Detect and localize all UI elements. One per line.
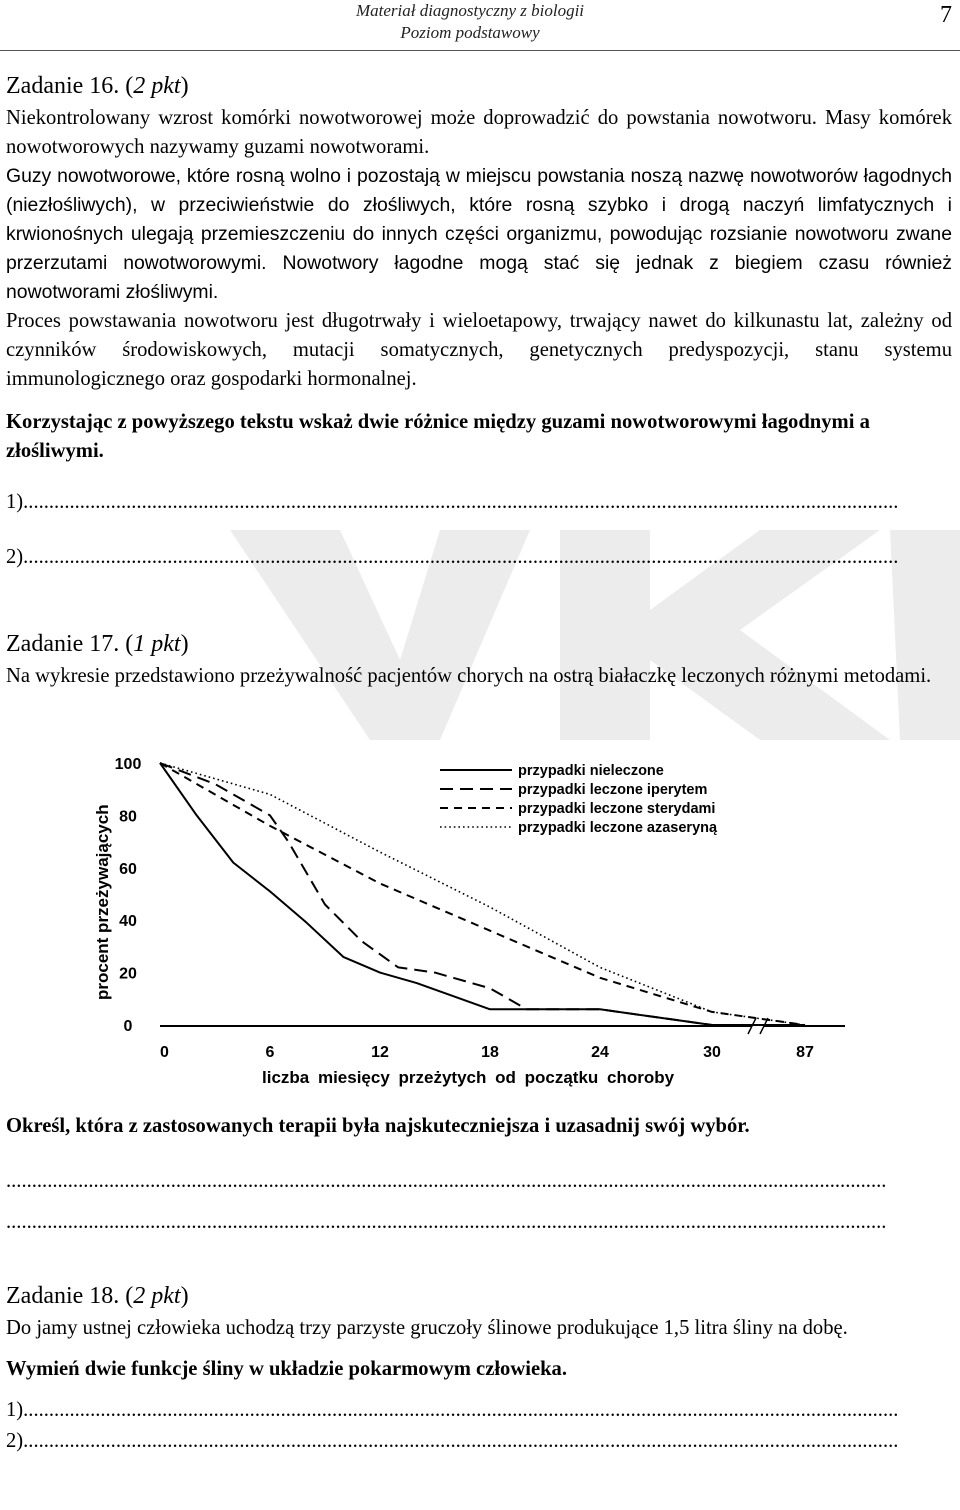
y-tick-label: 80 bbox=[119, 808, 137, 826]
task-points: 2 pkt bbox=[133, 1283, 181, 1309]
task-18 bbox=[6, 1280, 952, 1456]
task-paren: ) bbox=[180, 631, 189, 657]
answer-line-2[interactable]: ........................................................................................................................................................................... bbox=[6, 1211, 887, 1233]
task-18-title bbox=[6, 1280, 952, 1312]
task-18-instruction: Wymień dwie funkcje śliny w układzie pokarmowym człowieka. bbox=[6, 1358, 567, 1380]
answer-line-1[interactable]: 1).......................................................................................................................................................................... bbox=[6, 1399, 899, 1421]
x-tick-label: 18 bbox=[481, 1044, 499, 1061]
page-header bbox=[250, 0, 690, 44]
task-17-answer bbox=[6, 1112, 952, 1237]
task-16-intro: Niekontrolowany wzrost komórki nowotworowej może doprowadzić do powstania nowotworu. Masy komórek nowotworowych nazywamy guzami nowotworami. bbox=[6, 107, 952, 158]
page-number: 7 bbox=[940, 2, 952, 28]
legend-label: przypadki leczone sterydami bbox=[518, 801, 716, 817]
header-level: Poziom podstawowy bbox=[400, 23, 540, 42]
answer-line-2[interactable]: 2).......................................................................................................................................................................... bbox=[6, 1430, 899, 1452]
task-18-intro: Do jamy ustnej człowieka uchodzą trzy parzyste gruczoły ślinowe produkujące 1,5 litra śliny na dobę. bbox=[6, 1317, 848, 1339]
y-tick-label: 0 bbox=[123, 1018, 133, 1035]
task-16-instruction: Korzystając z powyższego tekstu wskaż dwie różnice między guzami nowotworowymi łagodnymi a złośliwymi. bbox=[6, 411, 870, 462]
legend-label: przypadki nieleczone bbox=[518, 763, 664, 779]
task-points: 1 pkt bbox=[133, 631, 181, 657]
y-tick-label: 20 bbox=[119, 965, 137, 983]
task-17 bbox=[6, 628, 952, 691]
x-tick-label: 30 bbox=[703, 1044, 721, 1061]
x-tick-label: 24 bbox=[591, 1044, 609, 1061]
task-16-body-1: Guzy nowotworowe, które rosną wolno i pozostają w miejscu powstania noszą nazwę nowotworów łagodnych (niezłośliwych), w przeciwieństwie do złośliwych, które rosną szybko i drogą naczyń limfatycznych i krwionośnych ulegają przemieszczeniu do innych części organizmu, powodując rozsianie nowotworu zwane przerzutami nowotworowymi. Nowotwory łagodne mogą stać się jednak z biegiem czasu również nowotworami złośliwymi. bbox=[6, 165, 952, 303]
task-16-body-2: Proces powstawania nowotworu jest długotrwały i wieloetapowy, trwający nawet do kilkunastu lat, zależny od czynników środowiskowych, mutacji somatycznych, genetycznych predyspozycji, stanu systemu immunologicznego oraz gospodarki hormonalnej. bbox=[6, 310, 952, 390]
x-tick-label: 0 bbox=[160, 1044, 169, 1061]
task-16 bbox=[6, 70, 952, 572]
answer-line-2[interactable]: 2).......................................................................................................................................................................... bbox=[6, 546, 899, 568]
task-17-intro: Na wykresie przedstawiono przeżywalność pacjentów chorych na ostrą białaczkę leczonych różnymi metodami. bbox=[6, 665, 932, 687]
x-tick-label: 6 bbox=[265, 1044, 275, 1061]
task-16-title bbox=[6, 70, 952, 102]
task-paren: ) bbox=[180, 1283, 189, 1309]
x-axis-label: liczba miesięcy przeżytych od początku choroby bbox=[262, 1068, 675, 1087]
y-tick-label: 60 bbox=[119, 860, 137, 878]
task-number: Zadanie 18. ( bbox=[6, 1283, 134, 1309]
x-tick-label: 87 bbox=[796, 1044, 814, 1061]
answer-line-1[interactable]: 1).......................................................................................................................................................................... bbox=[6, 491, 899, 513]
task-paren: ) bbox=[180, 73, 189, 99]
task-number: Zadanie 16. ( bbox=[6, 73, 134, 99]
header-divider bbox=[0, 50, 960, 51]
answer-line-1[interactable]: ........................................................................................................................................................................... bbox=[6, 1170, 887, 1192]
task-number: Zadanie 17. ( bbox=[6, 631, 134, 657]
task-17-instruction: Określ, która z zastosowanych terapii była najskuteczniejsza i uzasadnij swój wybór. bbox=[6, 1115, 750, 1137]
y-axis-label: procent przeżywających bbox=[93, 804, 112, 1000]
y-tick-label: 100 bbox=[114, 756, 142, 773]
y-tick-label: 40 bbox=[119, 913, 137, 931]
survival-chart bbox=[0, 715, 960, 1105]
legend-label: przypadki leczone iperytem bbox=[518, 782, 708, 798]
header-subject: Materiał diagnostyczny z biologii bbox=[355, 1, 585, 20]
task-17-title bbox=[6, 628, 952, 660]
legend-label: przypadki leczone azaseryną bbox=[518, 820, 718, 836]
task-points: 2 pkt bbox=[133, 73, 181, 99]
x-tick-label: 12 bbox=[371, 1044, 389, 1061]
